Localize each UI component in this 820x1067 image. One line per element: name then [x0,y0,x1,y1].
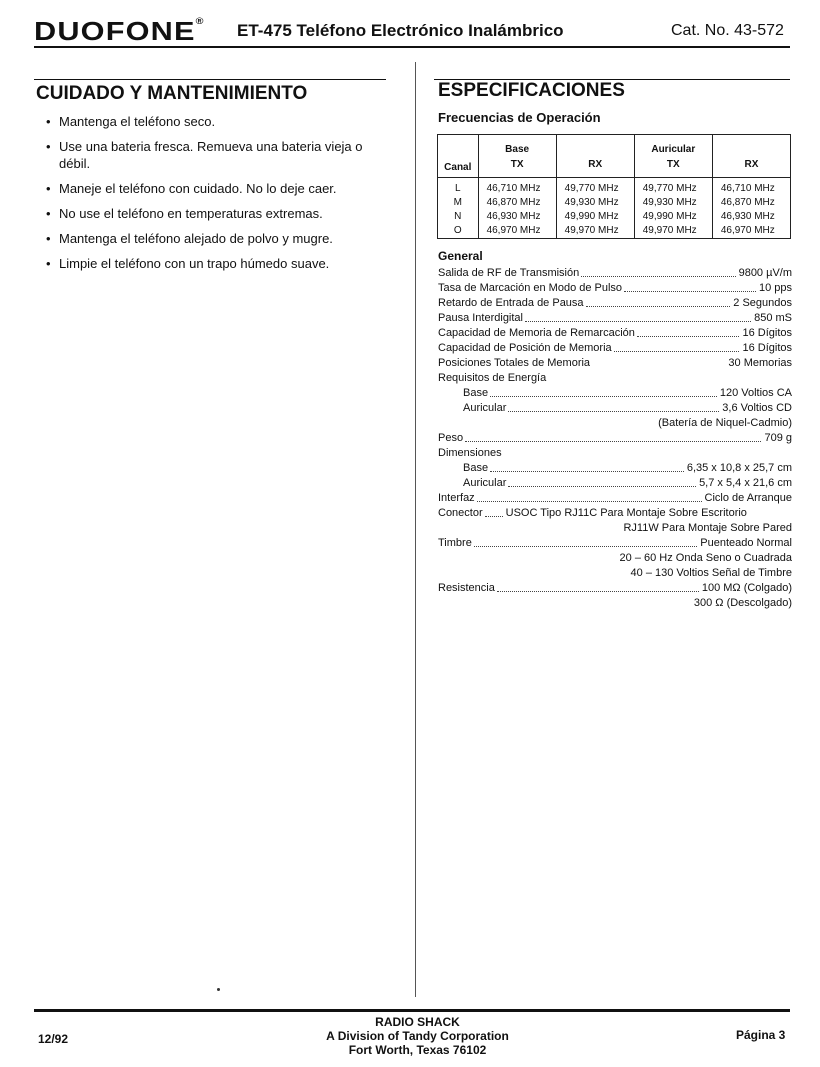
leader-dots [525,311,751,322]
footer-company: RADIO SHACK [375,1015,460,1029]
bullet-icon: • [46,231,51,246]
spec-value: 5,7 x 5,4 x 21,6 cm [699,477,792,489]
leader-dots [490,461,684,472]
spec-label: Auricular [463,402,507,414]
column-divider [415,62,416,997]
list-item [46,113,391,130]
spec-row [438,401,792,416]
base-rx-cell: 49,970 MHz [556,224,634,239]
spec-label: Pausa Interdigital [438,312,523,324]
specs-heading: ESPECIFICACIONES [438,80,625,101]
spec-row [438,536,792,551]
base-rx-header: RX [556,159,634,178]
spec-row [438,356,792,371]
spec-value: Ciclo de Arranque [704,492,792,504]
leader-dots [592,356,725,367]
spec-value: 850 mS [754,312,792,324]
leader-dots [624,281,756,292]
leader-dots [477,491,702,502]
leader-dots [581,266,735,277]
spec-label: Capacidad de Posición de Memoria [438,342,612,354]
list-item-text: Mantenga el teléfono alejado de polvo y mugre. [59,231,333,246]
list-item-text: Maneje el teléfono con cuidado. No lo deje caer. [59,181,337,196]
spec-value: 9800 µV/m [738,267,792,279]
base-rx-cell: 49,770 MHz [556,182,634,196]
channel-header: Canal [438,135,479,178]
spec-label: Capacidad de Memoria de Remarcación [438,327,635,339]
bullet-icon: • [46,114,51,129]
handset-tx-cell: 49,970 MHz [634,224,712,239]
spec-row [438,281,792,296]
list-item [46,230,391,247]
spec-group-label: Dimensiones [438,447,502,459]
list-item [46,180,391,197]
base-tx-cell: 46,930 MHz [478,210,556,224]
handset-rx-cell: 46,930 MHz [712,210,790,224]
spec-row [438,581,792,596]
spec-row [438,386,792,401]
general-spec-list [438,266,792,611]
bullet-icon: • [46,181,51,196]
spec-value: 30 Memorias [728,357,792,369]
spec-value: 120 Voltios CA [719,387,792,399]
bullet-icon: • [46,139,51,154]
base-rx-cell: 49,930 MHz [556,196,634,210]
leader-dots [490,386,717,397]
spec-label: Base [463,387,489,399]
spec-row [438,476,792,491]
base-tx-cell: 46,970 MHz [478,224,556,239]
handset-rx-header: RX [712,159,790,178]
spec-value: 709 g [764,432,792,444]
header-rule [34,46,790,48]
spec-continuation: 40 – 130 Voltios Señal de Timbre [630,567,792,579]
catalog-number: Cat. No. 43-572 [671,22,784,39]
spec-label: Resistencia [438,582,495,594]
list-item [46,255,391,272]
handset-rx-cell: 46,710 MHz [712,182,790,196]
base-rx-spacer [556,135,634,160]
spec-continuation: RJ11W Para Montaje Sobre Pared [623,522,792,534]
spec-label: Tasa de Marcación en Modo de Pulso [438,282,623,294]
spec-value: 10 pps [758,282,792,294]
bullet-icon: • [46,206,51,221]
list-item [46,138,391,172]
spec-row [438,266,792,281]
spec-label: Auricular [463,477,507,489]
leader-dots [497,581,699,592]
spec-value: Puenteado Normal [700,537,792,549]
spec-value: USOC Tipo RJ11C Para Montaje Sobre Escritorio [505,507,747,519]
spec-row [438,431,792,446]
footer-division: A Division of Tandy Corporation [326,1029,509,1043]
spec-row [438,461,792,476]
spec-row [438,326,792,341]
footer-address: Fort Worth, Texas 76102 [348,1043,487,1057]
list-item [46,205,391,222]
list-item-text: Limpie el teléfono con un trapo húmedo suave. [59,256,330,271]
table-row [438,210,791,224]
footer-date: 12/92 [38,1032,69,1046]
spec-label: Retardo de Entrada de Pausa [438,297,584,309]
handset-rx-cell: 46,970 MHz [712,224,790,239]
table-row [438,182,791,196]
page-number: Página 3 [736,1028,786,1042]
handset-tx-cell: 49,770 MHz [634,182,712,196]
channel-cell: O [438,224,479,239]
bullet-icon: • [46,256,51,271]
brand-logo [34,16,203,47]
handset-tx-cell: 49,930 MHz [634,196,712,210]
base-tx-header: TX [478,159,556,178]
list-item-text: Mantenga el teléfono seco. [59,114,216,129]
table-row [438,196,791,210]
list-item-text: Use una bateria fresca. Remueva una bateria vieja o débil. [59,139,363,171]
spec-row [438,506,792,521]
frequency-table [437,134,791,239]
handset-rx-spacer [712,135,790,160]
care-list [46,113,391,280]
spec-value: 6,35 x 10,8 x 25,7 cm [686,462,792,474]
base-tx-cell: 46,870 MHz [478,196,556,210]
spec-label: Salida de RF de Transmisión [438,267,580,279]
base-tx-cell: 46,710 MHz [478,182,556,196]
spec-label: Conector [438,507,483,519]
spec-group-label: Requisitos de Energía [438,372,547,384]
spec-label: Base [463,462,489,474]
care-section-rule [34,79,386,80]
spec-value: 3,6 Voltios CD [722,402,792,414]
registered-mark: ® [195,16,204,26]
care-heading: CUIDADO Y MANTENIMIENTO [36,83,308,104]
spec-note: (Batería de Niquel-Cadmio) [658,417,792,429]
leader-dots [485,506,503,517]
document-title: ET-475 Teléfono Electrónico Inalámbrico [237,21,564,40]
leader-dots [474,536,697,547]
handset-rx-cell: 46,870 MHz [712,196,790,210]
scan-dot-mark [217,988,220,991]
spec-row [438,296,792,311]
general-heading: General [438,249,483,263]
spec-value: 100 MΩ (Colgado) [701,582,792,594]
table-row [438,224,791,239]
frequencies-heading: Frecuencias de Operación [438,110,601,125]
leader-dots [508,401,719,412]
spec-value: 16 Dígitos [742,342,792,354]
handset-group-header: Auricular [634,135,712,160]
list-item-text: No use el teléfono en temperaturas extremas. [59,206,323,221]
leader-dots [614,341,740,352]
spec-label: Interfaz [438,492,475,504]
spec-label: Timbre [438,537,472,549]
spec-label: Peso [438,432,464,444]
footer-rule [34,1009,790,1012]
channel-cell: N [438,210,479,224]
leader-dots [465,431,761,442]
leader-dots [586,296,731,307]
footer-company-block [300,1015,535,1057]
spec-row [438,491,792,506]
brand-name: DUOFONE [34,16,196,46]
spec-continuation: 300 Ω (Descolgado) [693,597,792,609]
channel-cell: M [438,196,479,210]
spec-row [438,341,792,356]
leader-dots [508,476,696,487]
spec-value: 2 Segundos [733,297,792,309]
spec-continuation: 20 – 60 Hz Onda Seno o Cuadrada [619,552,792,564]
leader-dots [637,326,740,337]
spec-row [438,311,792,326]
base-group-header: Base [478,135,556,160]
handset-tx-cell: 49,990 MHz [634,210,712,224]
channel-cell: L [438,182,479,196]
handset-tx-header: TX [634,159,712,178]
base-rx-cell: 49,990 MHz [556,210,634,224]
spec-value: 16 Dígitos [742,327,792,339]
spec-label: Posiciones Totales de Memoria [438,357,591,369]
